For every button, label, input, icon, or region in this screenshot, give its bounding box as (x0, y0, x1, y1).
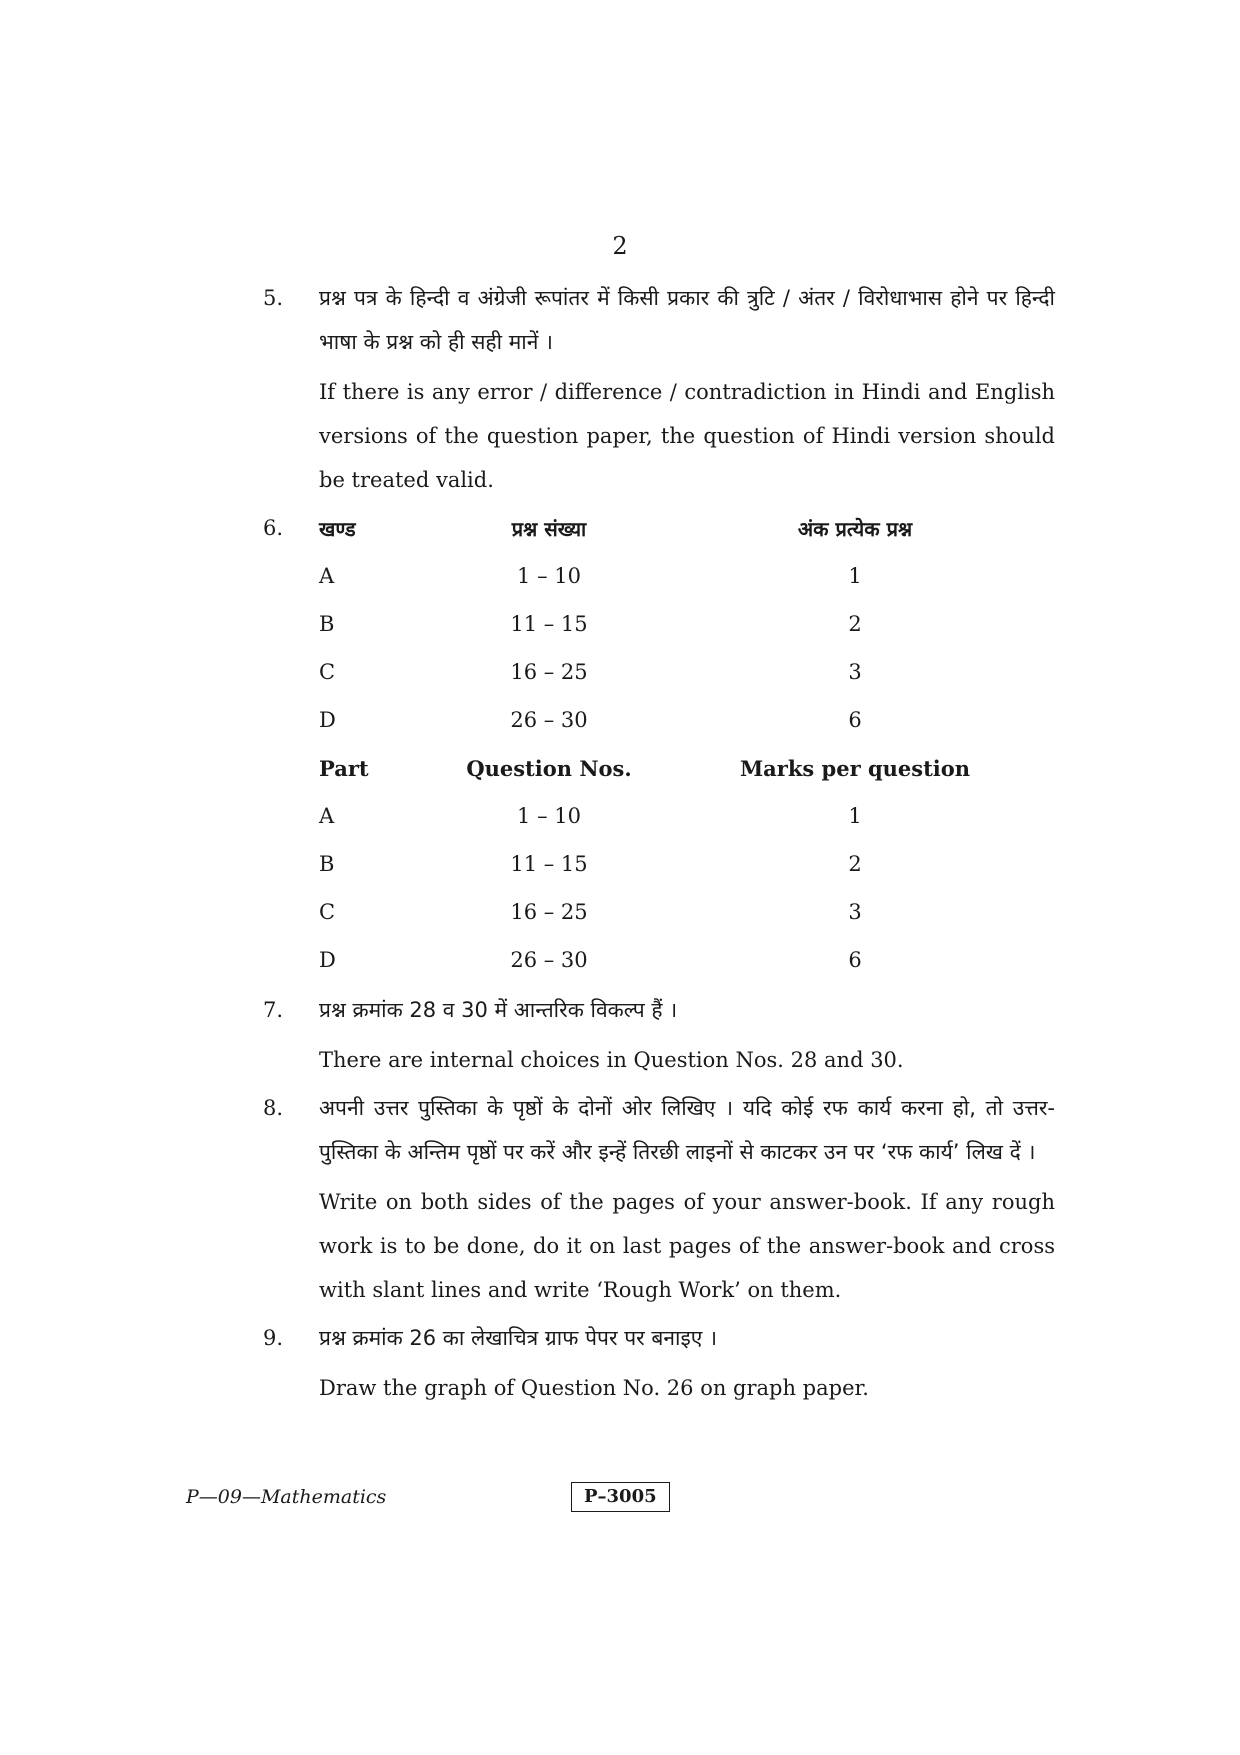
table-cell: 1 (848, 564, 862, 588)
instruction-9 (263, 1316, 1055, 1410)
table-row (319, 648, 1055, 696)
english-text: Write on both sides of the pages of your answer-book. If any rough work is to be done, do it on last pages of the answer-book and cross with slant lines and write ‘Rough Work’ on them. (319, 1190, 1055, 1302)
table-cell: 2 (848, 612, 862, 636)
english-text: There are internal choices in Question Nos. 28 and 30. (319, 1048, 904, 1072)
header-cell: अंक प्रत्येक प्रश्न (797, 516, 913, 541)
hindi-marks-table (319, 504, 1055, 744)
table-cell: 1 – 10 (517, 804, 581, 828)
header-cell: Marks per question (739, 755, 971, 781)
table-cell: C (319, 900, 336, 924)
table-cell: D (319, 948, 336, 972)
english-text: Draw the graph of Question No. 26 on graph paper. (319, 1376, 869, 1400)
table-cell: 2 (848, 852, 862, 876)
item-number: 5. (263, 286, 284, 310)
hindi-text: प्रश्न क्रमांक 26 का लेखाचित्र ग्राफ पेपर पर बनाइए । (319, 1326, 718, 1350)
table-row (319, 696, 1055, 744)
table-cell: A (319, 564, 335, 588)
page-number: 2 (612, 232, 628, 260)
table-cell: B (319, 612, 335, 636)
header-cell: प्रश्न संख्या (511, 516, 587, 541)
item-number: 8. (263, 1096, 284, 1120)
table-cell: C (319, 660, 336, 684)
table-row (319, 888, 1055, 936)
table-cell: 3 (848, 660, 862, 684)
table-cell: 11 – 15 (510, 612, 588, 636)
table-header (319, 744, 1055, 792)
table-row (319, 840, 1055, 888)
table-row (319, 600, 1055, 648)
table-row (319, 936, 1055, 984)
table-cell: B (319, 852, 335, 876)
table-cell: 16 – 25 (510, 660, 588, 684)
table-cell: 16 – 25 (510, 900, 588, 924)
item-number: 7. (263, 998, 284, 1022)
english-marks-table (319, 744, 1055, 984)
page-footer (186, 1482, 1086, 1516)
table-cell: 6 (848, 948, 862, 972)
instruction-6 (263, 504, 1055, 984)
table-row (319, 792, 1055, 840)
header-cell: Part (319, 755, 369, 781)
item-number: 6. (263, 516, 284, 540)
paper-code-box: P–3005 (571, 1482, 670, 1512)
english-text: If there is any error / difference / contradiction in Hindi and English versions of the question paper, the question of Hindi version should be treated valid. (319, 380, 1055, 492)
subject-label: P—09—Mathematics (186, 1486, 387, 1508)
table-cell: 26 – 30 (510, 708, 588, 732)
table-cell: 26 – 30 (510, 948, 588, 972)
instruction-8 (263, 1086, 1055, 1312)
table-cell: 1 (848, 804, 862, 828)
item-number: 9. (263, 1326, 284, 1350)
instructions (263, 276, 1055, 1410)
instruction-5 (263, 276, 1055, 502)
table-cell: A (319, 804, 335, 828)
table-cell: 3 (848, 900, 862, 924)
table-cell: 1 – 10 (517, 564, 581, 588)
hindi-text: प्रश्न क्रमांक 28 व 30 में आन्तरिक विकल्प हैं । (319, 998, 678, 1022)
table-cell: 6 (848, 708, 862, 732)
hindi-text: अपनी उत्तर पुस्तिका के पृष्ठों के दोनों ओर लिखिए । यदि कोई रफ कार्य करना हो, तो उत्तर-पुस्तिका के अन्तिम पृष्ठों पर करें और इन्हें तिरछी लाइनों से काटकर उन पर ‘रफ कार्य’ लिख दें । (319, 1096, 1055, 1164)
hindi-text: प्रश्न पत्र के हिन्दी व अंग्रेजी रूपांतर में किसी प्रकार की त्रुटि / अंतर / विरोधाभास होने पर हिन्दी भाषा के प्रश्न को ही सही मानें । (319, 286, 1055, 354)
instruction-7 (263, 988, 1055, 1082)
table-cell: 11 – 15 (510, 852, 588, 876)
header-cell: Question Nos. (466, 755, 632, 781)
table-cell: D (319, 708, 336, 732)
header-cell: खण्ड (319, 516, 356, 541)
table-row (319, 552, 1055, 600)
table-header (319, 504, 1055, 552)
